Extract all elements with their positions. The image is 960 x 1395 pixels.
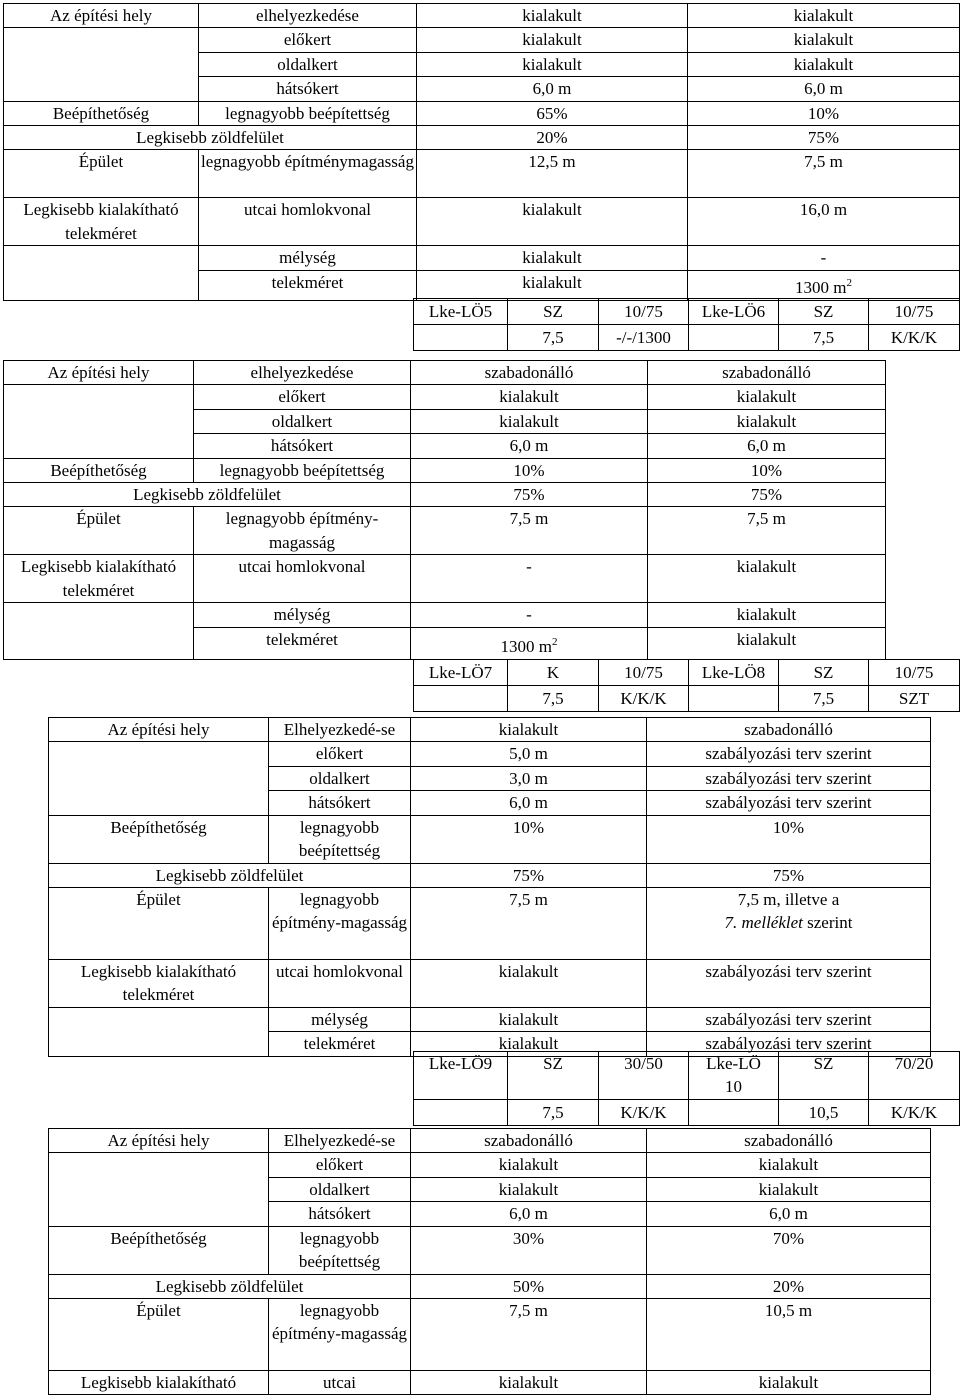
- row-label: Az építési hely: [4, 4, 199, 28]
- annex-suffix: szerint: [807, 913, 853, 933]
- value-b: szabadonálló: [647, 1129, 931, 1153]
- value-a: 7,5 m: [411, 507, 648, 555]
- value-a: 30%: [411, 1226, 647, 1274]
- value-b: 75%: [648, 483, 886, 507]
- zone-mode: SZ: [779, 660, 869, 686]
- row-sublabel: telekméret: [194, 627, 411, 659]
- row-sublabel: Elhelyezkedé-se: [269, 1129, 411, 1153]
- zone-header-table: [413, 298, 960, 351]
- row-sublabel: oldalkert: [194, 409, 411, 433]
- value-b: 75%: [688, 126, 960, 150]
- zone-extra: K/K/K: [599, 1100, 689, 1126]
- zone-code: [689, 1052, 779, 1100]
- value-b: szabadonálló: [647, 718, 931, 742]
- row-label: Legkisebb kialakítható telekméret: [4, 555, 194, 603]
- value-b: 10%: [647, 815, 931, 863]
- zone-code: Lke-LÖ9: [414, 1052, 508, 1100]
- value-a: szabadonálló: [411, 1129, 647, 1153]
- value-a: kialakult: [411, 1032, 647, 1056]
- value-a: 6,0 m: [411, 791, 647, 815]
- row-label-empty: [49, 1008, 269, 1057]
- value-a: kialakult: [411, 1371, 647, 1395]
- area-value: 1300 m: [500, 637, 552, 657]
- row-label: Legkisebb kialakítható telekméret: [49, 960, 269, 1008]
- row-sublabel: elhelyezkedése: [194, 361, 411, 385]
- value-b: kialakult: [647, 1153, 931, 1177]
- zone-height: 7,5: [508, 325, 599, 351]
- value-b: szabadonálló: [648, 361, 886, 385]
- row-sublabel: legnagyobb építménymagasság: [199, 150, 417, 198]
- row-label: Legkisebb zöldfelület: [49, 1274, 411, 1298]
- value-a: [411, 627, 648, 659]
- row-sublabel: legnagyobb építmény-magasság: [269, 1299, 411, 1371]
- zone-code: Lke-LÖ6: [689, 299, 779, 325]
- value-b: 7,5 m: [648, 507, 886, 555]
- superscript: 2: [846, 277, 852, 290]
- row-sublabel: utcai homlokvonal: [194, 555, 411, 603]
- value-a: 6,0 m: [411, 434, 648, 458]
- zone-blank: [689, 686, 779, 712]
- value-a: szabadonálló: [411, 361, 648, 385]
- row-label: Épület: [49, 888, 269, 960]
- superscript: 2: [551, 636, 558, 649]
- value-b: [647, 888, 931, 960]
- value-a: 65%: [417, 101, 688, 125]
- value-b: 10,5 m: [647, 1299, 931, 1371]
- value-b: 20%: [647, 1274, 931, 1298]
- regulation-table-4: [48, 1128, 931, 1395]
- zone-header-table: [413, 1051, 960, 1126]
- value-b: kialakult: [647, 1177, 931, 1201]
- value-b: kialakult: [648, 603, 886, 627]
- zone-height: 7,5: [779, 686, 869, 712]
- value-a: kialakult: [417, 270, 688, 300]
- row-sublabel: oldalkert: [269, 766, 411, 790]
- zone-blank: [689, 325, 779, 351]
- value-a: kialakult: [417, 198, 688, 246]
- zone-code: Lke-LÖ8: [689, 660, 779, 686]
- zone-extra: K/K/K: [869, 1100, 960, 1126]
- value-b: szabályozási terv szerint: [647, 742, 931, 766]
- row-sublabel: oldalkert: [269, 1177, 411, 1201]
- value-a: kialakult: [411, 1177, 647, 1201]
- zone-height: 7,5: [508, 1100, 599, 1126]
- value-a: 75%: [411, 483, 648, 507]
- row-label: Épület: [4, 150, 199, 198]
- row-label-empty: [4, 385, 194, 458]
- row-sublabel: utcai homlokvonal: [269, 960, 411, 1008]
- row-label: Legkisebb kialakítható: [49, 1371, 269, 1395]
- row-sublabel: legnagyobb beépítettség: [199, 101, 417, 125]
- row-label-empty: [4, 28, 199, 101]
- row-label-empty: [49, 1153, 269, 1226]
- value-b: szabályozási terv szerint: [647, 1032, 931, 1056]
- zone-mode: K: [508, 660, 599, 686]
- row-label: Az építési hely: [49, 1129, 269, 1153]
- value-a: 5,0 m: [411, 742, 647, 766]
- row-sublabel: előkert: [269, 742, 411, 766]
- value-b: 70%: [647, 1226, 931, 1274]
- zone-blank: [414, 1100, 508, 1126]
- value-a: -: [411, 555, 648, 603]
- row-sublabel: hátsókert: [199, 77, 417, 101]
- value-b: 10%: [688, 101, 960, 125]
- row-label: Legkisebb zöldfelület: [4, 483, 411, 507]
- value-b: 6,0 m: [648, 434, 886, 458]
- value-a: kialakult: [417, 52, 688, 76]
- area-value: 1300 m: [795, 278, 847, 298]
- value-a: kialakult: [411, 385, 648, 409]
- row-label: Épület: [4, 507, 194, 555]
- row-sublabel: mélység: [269, 1008, 411, 1032]
- row-label: Beépíthetőség: [49, 815, 269, 863]
- value-b: 6,0 m: [688, 77, 960, 101]
- value-b: kialakult: [647, 1371, 931, 1395]
- value-a: 6,0 m: [417, 77, 688, 101]
- row-sublabel: legnagyobb beépítettség: [269, 1226, 411, 1274]
- row-label: Beépíthetőség: [49, 1226, 269, 1274]
- value-b: szabályozási terv szerint: [647, 960, 931, 1008]
- zone-blank: [414, 325, 508, 351]
- value-a: 50%: [411, 1274, 647, 1298]
- row-sublabel: előkert: [194, 385, 411, 409]
- row-sublabel: telekméret: [269, 1032, 411, 1056]
- value-b: kialakult: [648, 627, 886, 659]
- row-sublabel: Elhelyezkedé-se: [269, 718, 411, 742]
- row-label-empty: [49, 742, 269, 815]
- regulation-table-2: [3, 360, 886, 660]
- zone-ratio: 10/75: [869, 299, 960, 325]
- row-label: Legkisebb zöldfelület: [49, 863, 411, 887]
- value-b: [688, 270, 960, 300]
- value-a: kialakult: [417, 246, 688, 270]
- row-label: Az építési hely: [4, 361, 194, 385]
- value-b: 10%: [648, 458, 886, 482]
- value-a: 12,5 m: [417, 150, 688, 198]
- value-a: 3,0 m: [411, 766, 647, 790]
- zone-ratio: 10/75: [599, 299, 689, 325]
- row-sublabel: elhelyezkedése: [199, 4, 417, 28]
- value-a: 10%: [411, 815, 647, 863]
- zone-height: 7,5: [508, 686, 599, 712]
- value-a: kialakult: [417, 4, 688, 28]
- zone-extra: K/K/K: [599, 686, 689, 712]
- row-label-empty: [4, 603, 194, 659]
- value-b: 7,5 m: [688, 150, 960, 198]
- row-sublabel: mélység: [194, 603, 411, 627]
- zone-code: Lke-LÖ5: [414, 299, 508, 325]
- value-b: 75%: [647, 863, 931, 887]
- row-sublabel: utcai homlokvonal: [199, 198, 417, 246]
- zone-mode: SZ: [779, 299, 869, 325]
- zone-mode: SZ: [508, 299, 599, 325]
- zone-code-text: Lke-LÖ10: [706, 1054, 761, 1097]
- zone-blank: [689, 1100, 779, 1126]
- value-b: szabályozási terv szerint: [647, 791, 931, 815]
- zone-extra: K/K/K: [869, 325, 960, 351]
- regulation-table-3: [48, 717, 931, 1057]
- row-sublabel: oldalkert: [199, 52, 417, 76]
- value-a: -: [411, 603, 648, 627]
- row-label: Beépíthetőség: [4, 101, 199, 125]
- value-b: kialakult: [688, 4, 960, 28]
- row-sublabel: legnagyobb beépítettség: [194, 458, 411, 482]
- value-b: kialakult: [688, 52, 960, 76]
- zone-ratio: 30/50: [599, 1052, 689, 1100]
- value-b: kialakult: [648, 555, 886, 603]
- zone-ratio: 70/20: [869, 1052, 960, 1100]
- value-a: kialakult: [411, 1153, 647, 1177]
- value-a: 6,0 m: [411, 1202, 647, 1226]
- zone-header-table: [413, 659, 960, 712]
- value-a: kialakult: [411, 960, 647, 1008]
- value-b: 16,0 m: [688, 198, 960, 246]
- regulation-table-1: [3, 3, 960, 301]
- value-a: kialakult: [411, 1008, 647, 1032]
- row-sublabel: telekméret: [199, 270, 417, 300]
- value-a: kialakult: [411, 718, 647, 742]
- zone-height: 7,5: [779, 325, 869, 351]
- zone-blank: [414, 686, 508, 712]
- value-b: szabályozási terv szerint: [647, 766, 931, 790]
- row-label: Legkisebb kialakítható telekméret: [4, 198, 199, 246]
- value-b: 6,0 m: [647, 1202, 931, 1226]
- value-b: kialakult: [688, 28, 960, 52]
- zone-extra: SZT: [869, 686, 960, 712]
- row-sublabel: legnagyobb építmény-magasság: [269, 888, 411, 960]
- value-a: kialakult: [411, 409, 648, 433]
- row-sublabel: hátsókert: [269, 1202, 411, 1226]
- value-a: 7,5 m: [411, 888, 647, 960]
- value-a: 7,5 m: [411, 1299, 647, 1371]
- row-sublabel: legnagyobb építmény-magasság: [194, 507, 411, 555]
- value-b: kialakult: [648, 409, 886, 433]
- height-note: 7,5 m, illetve a: [737, 890, 840, 910]
- zone-height: 10,5: [779, 1100, 869, 1126]
- row-sublabel: utcai: [269, 1371, 411, 1395]
- zone-ratio: 10/75: [869, 660, 960, 686]
- row-sublabel: hátsókert: [269, 791, 411, 815]
- value-a: 20%: [417, 126, 688, 150]
- row-label-empty: [4, 246, 199, 300]
- value-b: kialakult: [648, 385, 886, 409]
- value-b: -: [688, 246, 960, 270]
- value-a: 75%: [411, 863, 647, 887]
- zone-code: Lke-LÖ7: [414, 660, 508, 686]
- zone-extra: -/-/1300: [599, 325, 689, 351]
- value-a: kialakult: [417, 28, 688, 52]
- row-label: Beépíthetőség: [4, 458, 194, 482]
- zone-mode: SZ: [508, 1052, 599, 1100]
- row-sublabel: mélység: [199, 246, 417, 270]
- zone-mode: SZ: [779, 1052, 869, 1100]
- value-b: szabályozási terv szerint: [647, 1008, 931, 1032]
- row-sublabel: előkert: [269, 1153, 411, 1177]
- zone-ratio: 10/75: [599, 660, 689, 686]
- row-sublabel: legnagyobb beépítettség: [269, 815, 411, 863]
- row-label: Legkisebb zöldfelület: [4, 126, 417, 150]
- row-label: Épület: [49, 1299, 269, 1371]
- annex-reference: 7. melléklet: [724, 913, 803, 933]
- row-sublabel: előkert: [199, 28, 417, 52]
- value-a: 10%: [411, 458, 648, 482]
- row-label: Az építési hely: [49, 718, 269, 742]
- row-sublabel: hátsókert: [194, 434, 411, 458]
